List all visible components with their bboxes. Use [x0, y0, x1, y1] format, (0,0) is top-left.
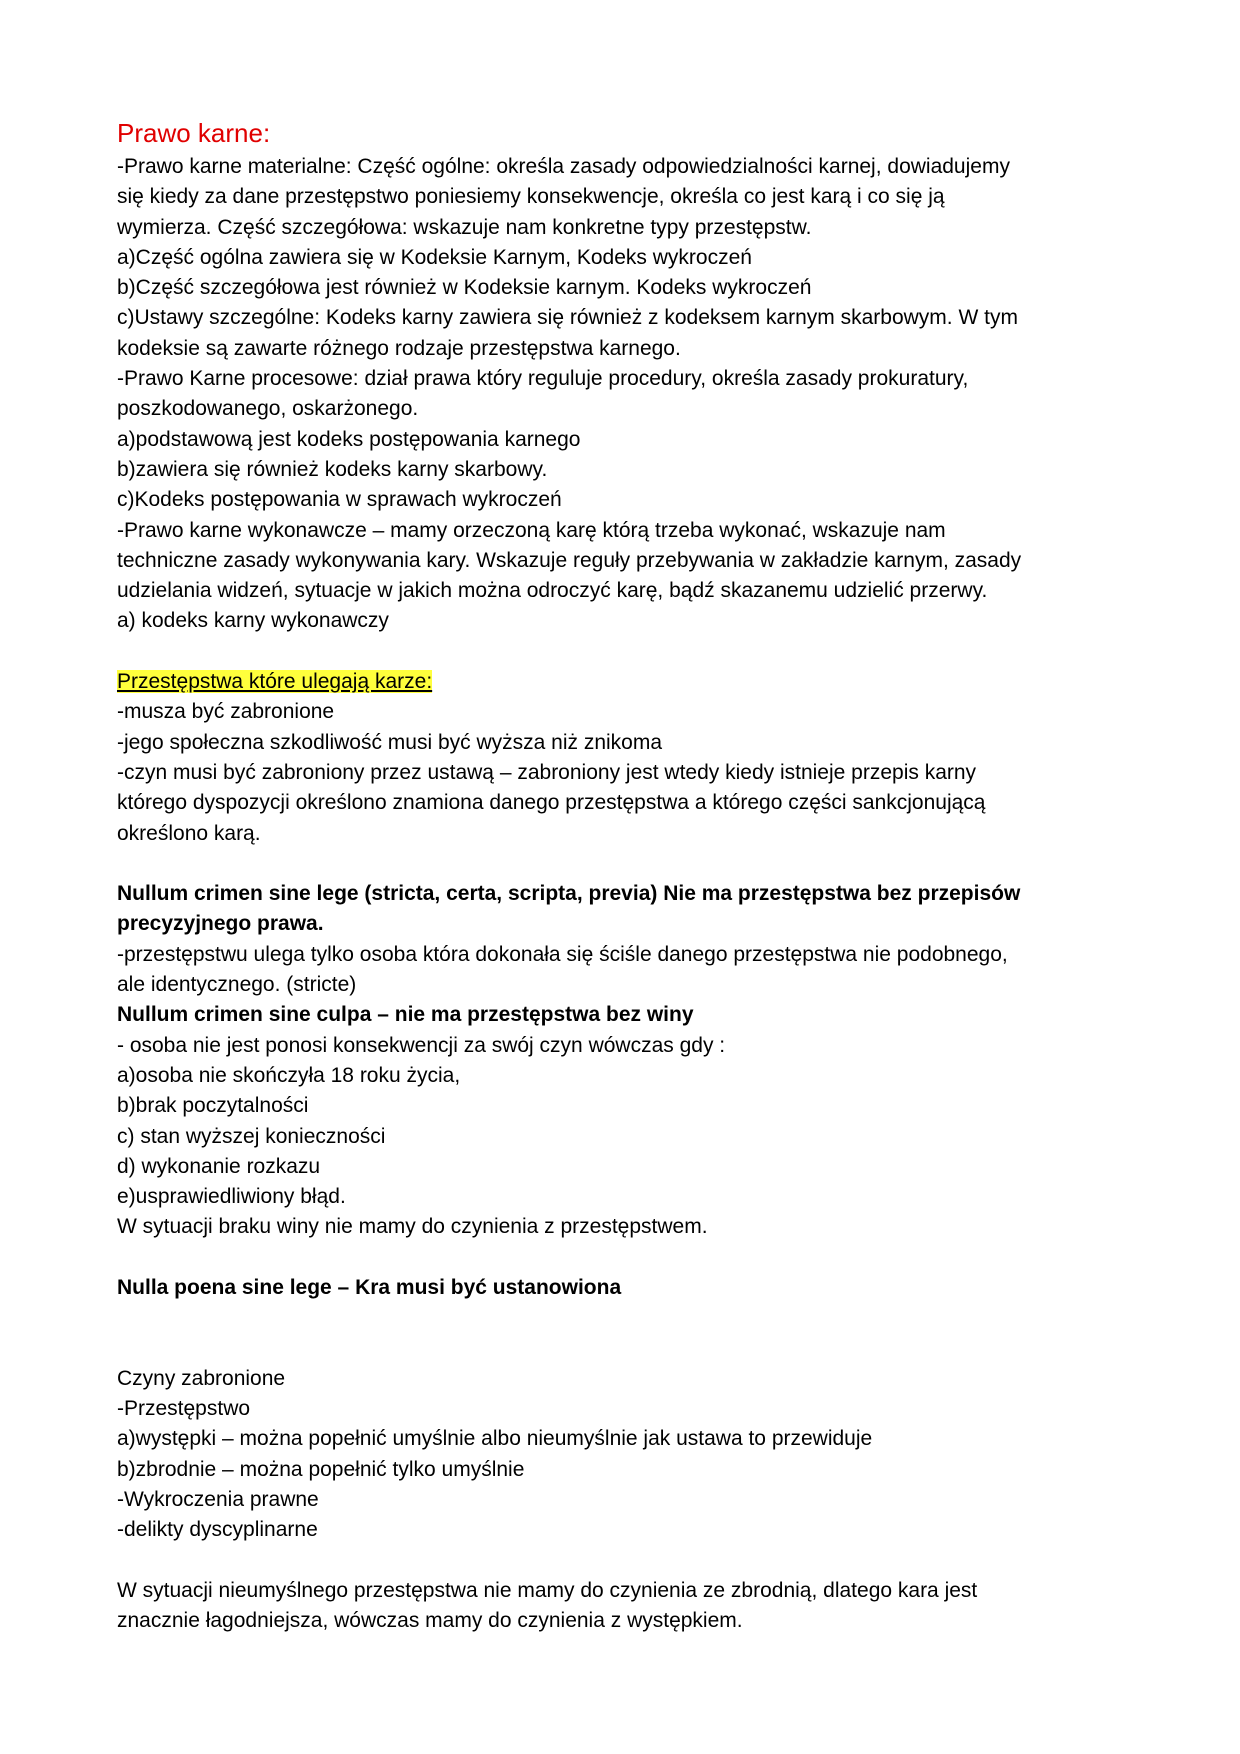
text-line: b)zbrodnie – można popełnić tylko umyślnie — [117, 1457, 525, 1481]
text-line: wymierza. Część szczegółowa: wskazuje nam konkretne typy przestępstw. — [117, 215, 812, 239]
text-line: a)podstawową jest kodeks postępowania karnego — [117, 427, 581, 451]
text-line: a)osoba nie skończyła 18 roku życia, — [117, 1063, 461, 1087]
text-line: -Prawo karne materialne: Część ogólne: określa zasady odpowiedzialności karnej, dowiadujemy — [117, 155, 1010, 178]
text-line: -jego społeczna szkodliwość musi być wyższa niż znikoma — [117, 730, 663, 754]
bold-heading-line: Nulla poena sine lege – Kra musi być ustanowiona — [117, 1275, 622, 1299]
text-line: b)brak poczytalności — [117, 1094, 309, 1118]
text-line: e)usprawiedliwiony błąd. — [117, 1185, 346, 1209]
text-line: c)Kodeks postępowania w sprawach wykroczeń — [117, 488, 562, 512]
text-line: -czyn musi być zabroniony przez ustawą – zabroniony jest wtedy kiedy istnieje przepis karny — [117, 760, 977, 784]
text-line: a)Część ogólna zawiera się w Kodeksie Karnym, Kodeks wykroczeń — [117, 245, 752, 269]
text-line: się kiedy za dane przestępstwo poniesiemy konsekwencje, określa co jest karą i co się ją — [117, 185, 945, 209]
text-line: b)Część szczegółowa jest również w Kodeksie karnym. Kodeks wykroczeń — [117, 276, 812, 300]
bold-heading-line: Nullum crimen sine lege (stricta, certa, scripta, previa) Nie ma przestępstwa bez przepisów — [117, 882, 1021, 906]
section-unintentional-offence — [117, 1576, 1127, 1637]
text-line: poszkodowanego, oskarżonego. — [117, 397, 419, 421]
text-line: -Prawo Karne procesowe: dział prawa który reguluje procedury, określa zasady prokuratury, — [117, 367, 969, 391]
text-line: -Wykroczenia prawne — [117, 1488, 319, 1512]
document-page — [117, 114, 1127, 1637]
text-line: -musza być zabronione — [117, 700, 335, 724]
text-line: - osoba nie jest ponosi konsekwencji za swój czyn wówczas gdy : — [117, 1033, 726, 1057]
blank-line — [117, 1546, 1127, 1576]
text-line: ale identycznego. (stricte) — [117, 973, 357, 997]
text-line: c)Ustawy szczególne: Kodeks karny zawiera się również z kodeksem karnym skarbowym. W tym — [117, 306, 1018, 330]
text-line: udzielania widzeń, sytuacje w jakich można odroczyć karę, bądź skazanemu udzielić przerwy. — [117, 579, 988, 603]
section-punishable-offences — [117, 667, 1127, 849]
blank-line — [117, 637, 1127, 667]
blank-line — [117, 1243, 1127, 1273]
section-criminal-law-branches — [117, 152, 1127, 637]
text-line: a) kodeks karny wykonawczy — [117, 609, 389, 633]
blank-line — [117, 1303, 1127, 1333]
text-line: znacznie łagodniejsza, wówczas mamy do czynienia z występkiem. — [117, 1609, 743, 1633]
section-nulla-poena-sine-lege — [117, 1273, 1127, 1303]
text-line: kodeksie są zawarte różnego rodzaje przestępstwa karnego. — [117, 336, 681, 360]
text-line: a)występki – można popełnić umyślnie albo nieumyślnie jak ustawa to przewiduje — [117, 1427, 873, 1451]
highlighted-heading: Przestępstwa które ulegają karze: — [117, 670, 433, 694]
blank-line — [117, 1334, 1127, 1364]
text-line: d) wykonanie rozkazu — [117, 1154, 321, 1178]
text-line: -Prawo karne wykonawcze – mamy orzeczoną karę którą trzeba wykonać, wskazuje nam — [117, 518, 946, 542]
text-line: techniczne zasady wykonywania kary. Wskazuje reguły przebywania w zakładzie karnym, zasady — [117, 548, 1022, 572]
section-nullum-crimen-sine-culpa — [117, 1000, 1127, 1242]
blank-line — [117, 849, 1127, 879]
text-line: -przestępstwu ulega tylko osoba która dokonała się ściśle danego przestępstwa nie podobnego, — [117, 942, 1008, 966]
text-line: -Przestępstwo — [117, 1397, 251, 1421]
text-line: którego dyspozycji określono znamiona danego przestępstwa a którego części sankcjonującą — [117, 791, 986, 815]
bold-heading-line: precyzyjnego prawa. — [117, 912, 324, 936]
bold-heading-line: Nullum crimen sine culpa – nie ma przestępstwa bez winy — [117, 1003, 694, 1027]
text-line: c) stan wyższej konieczności — [117, 1124, 386, 1148]
section-prohibited-acts — [117, 1364, 1127, 1546]
text-line: -delikty dyscyplinarne — [117, 1518, 318, 1542]
text-line: określono karą. — [117, 821, 261, 845]
text-line: Czyny zabronione — [117, 1366, 286, 1390]
text-line: W sytuacji nieumyślnego przestępstwa nie mamy do czynienia ze zbrodnią, dlatego kara jest — [117, 1578, 978, 1602]
text-line: b)zawiera się również kodeks karny skarbowy. — [117, 457, 548, 481]
section-nullum-crimen-sine-lege — [117, 879, 1127, 1000]
document-title: Prawo karne: — [117, 118, 271, 148]
text-line: W sytuacji braku winy nie mamy do czynienia z przestępstwem. — [117, 1215, 708, 1239]
